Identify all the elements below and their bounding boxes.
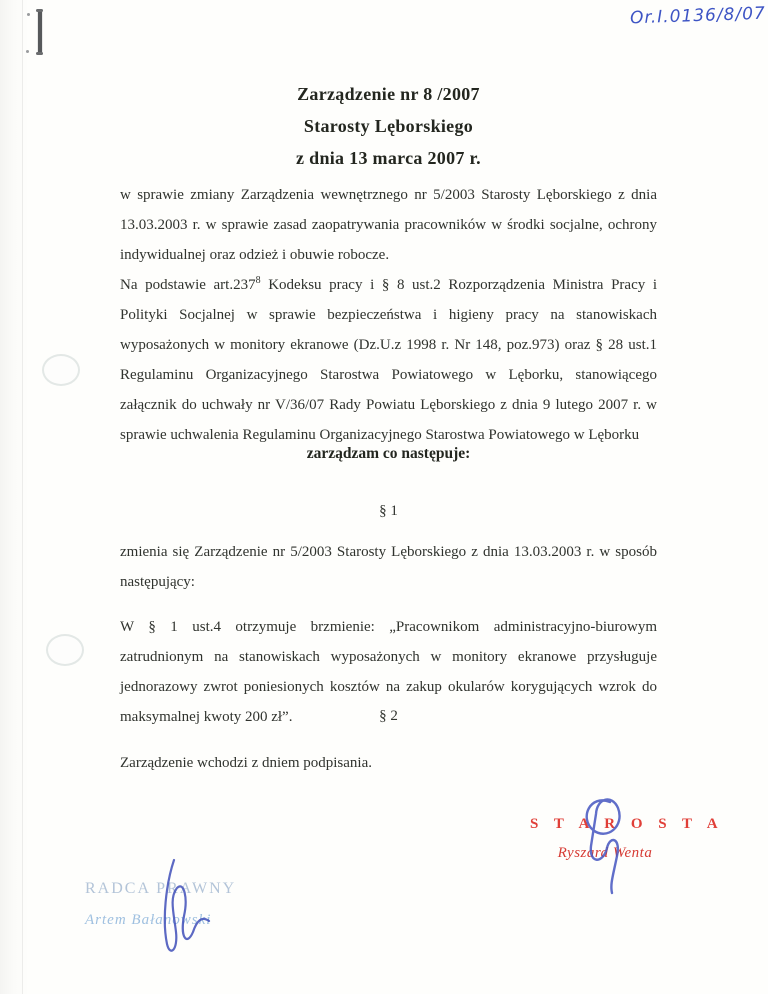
legal-basis-superscript: 8 bbox=[255, 275, 261, 286]
section-1-label: § 1 bbox=[379, 503, 398, 519]
section-1-amendment: W § 1 ust.4 otrzymuje brzmienie: „Pracownikom administracyjno-biurowym zatrudnionym na stanowiskach wyposażonych w monitory ekranowe przysługuje jednorazowy zwrot poniesionych kosztów na zakup okularów korygujących wzrok do maksymalnej kwoty 200 zł”. bbox=[120, 619, 657, 725]
radca-signature-scribble bbox=[140, 858, 220, 958]
staple-mark bbox=[38, 10, 42, 54]
punch-hole bbox=[46, 634, 84, 666]
section-2-text: Zarządzenie wchodzi z dniem podpisania. bbox=[120, 755, 372, 771]
case-number-handwriting: Or.I.0136/8/07 bbox=[629, 3, 767, 29]
radca-stamp-title: RADCA PRAWNY bbox=[85, 880, 237, 897]
subject-paragraph: w sprawie zmiany Zarządzenia wewnętrznego nr 5/2003 Starosty Lęborskiego z dnia 13.03.2003 r. w sprawie zasad zaopatrywania pracowników w środki socjalne, ochrony indywidualnej oraz odzież i obuwie robocze. bbox=[120, 187, 657, 263]
document-title-line-2: Starosty Lęborskiego bbox=[303, 116, 474, 136]
punch-hole bbox=[42, 354, 80, 386]
legal-basis-pre: Na podstawie art.237 bbox=[120, 277, 256, 293]
scan-edge bbox=[22, 0, 23, 994]
section-1-text: zmienia się Zarządzenie nr 5/2003 Starosty Lęborskiego z dnia 13.03.2003 r. w sposób następujący: bbox=[120, 544, 657, 590]
starosta-stamp-name: Ryszard Wenta bbox=[557, 845, 653, 861]
legal-basis-paragraph bbox=[120, 270, 657, 450]
section-2-label: § 2 bbox=[379, 708, 398, 724]
starosta-stamp-title: S T A R O S T A bbox=[530, 816, 724, 832]
order-heading: zarządzam co następuje: bbox=[306, 445, 471, 462]
starosta-signature-scribble bbox=[555, 790, 665, 895]
document-title bbox=[120, 78, 657, 174]
document-title-line-3: z dnia 13 marca 2007 r. bbox=[296, 148, 481, 168]
staple-dot bbox=[26, 50, 29, 53]
radca-stamp-name: Artem Bałanowski bbox=[85, 912, 212, 928]
staple-mark-cap bbox=[36, 9, 43, 12]
document-title-line-1: Zarządzenie nr 8 /2007 bbox=[297, 84, 480, 104]
staple-mark-cap bbox=[36, 52, 43, 55]
staple-dot bbox=[27, 13, 30, 16]
legal-basis-post: Kodeksu pracy i § 8 ust.2 Rozporządzenia Ministra Pracy i Polityki Socjalnej w sprawie bezpieczeństwa i higieny pracy na stanowiskach wyposażonych w monitory ekranowe (Dz.U.z 1998 r. Nr 148, poz.973) oraz § 28 ust.1 Regulaminu Organizacyjnego Starostwa Powiatowego w Lęborku, stanowiącego załącznik do uchwały nr V/36/07 Rady Powiatu Lęborskiego z dnia 9 lutego 2007 r. w sprawie uchwalenia Regulaminu Organizacyjnego Starostwa Powiatowego w Lęborku bbox=[120, 277, 658, 443]
